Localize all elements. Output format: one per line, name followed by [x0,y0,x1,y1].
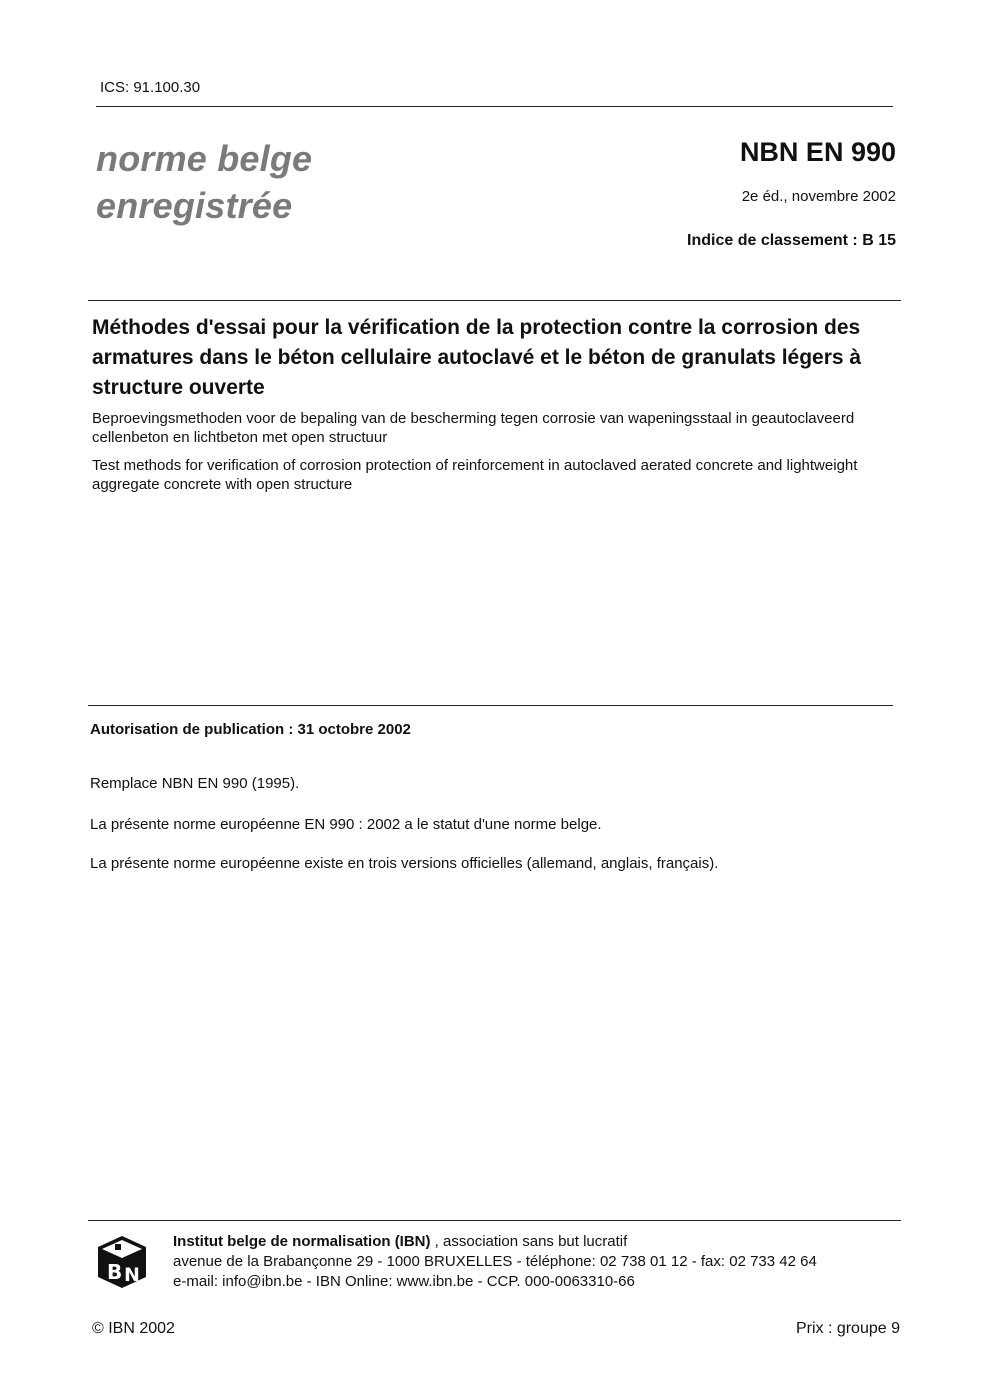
paragraph-versions: La présente norme européenne existe en trois versions officielles (allemand, anglais, français). [90,855,719,872]
edition: 2e éd., novembre 2002 [741,188,896,205]
organization-name-bold: Institut belge de normalisation (IBN) [173,1233,431,1250]
title-english: Test methods for verification of corrosion protection of reinforcement in autoclaved aerated concrete and lightweight aggregate concrete with open structure [92,457,858,493]
body-divider [88,705,893,706]
title-dutch: Beproevingsmethoden voor de bepaling van de bescherming tegen corrosie van wapeningsstaal in geautoclaveerd cellenbeton en lichtbeton met open structuur [92,410,855,446]
document-type-line2: enregistrée [96,185,293,226]
organization-suffix: , association sans but lucratif [430,1233,628,1250]
footer-divider [88,1220,901,1221]
classification-index: Indice de classement : B 15 [687,232,896,249]
ibn-logo-icon [96,1235,148,1289]
price-group: Prix : groupe 9 [795,1320,900,1337]
copyright: © IBN 2002 [92,1320,175,1337]
organization-contact: e-mail: info@ibn.be - IBN Online: www.ibn.be - CCP. 000-0063310-66 [173,1273,635,1290]
title-divider [88,300,901,301]
ics-code: ICS: 91.100.30 [100,79,201,96]
standard-number: NBN EN 990 [739,137,896,167]
title-french: Méthodes d'essai pour la vérification de la protection contre la corrosion des armatures dans le béton cellulaire autoclavé et le béton de granulats légers à structure ouverte [92,316,862,399]
svg-text:B: B [107,1260,123,1284]
organization-name [173,1232,627,1252]
paragraph-replaces: Remplace NBN EN 990 (1995). [90,775,300,792]
svg-text:N: N [124,1264,140,1286]
document-type-line1: norme belge [96,138,313,179]
publication-authorization: Autorisation de publication : 31 octobre 2002 [90,721,411,738]
paragraph-status: La présente norme européenne EN 990 : 2002 a le statut d'une norme belge. [90,816,602,833]
top-divider [96,106,893,107]
organization-address: avenue de la Brabançonne 29 - 1000 BRUXELLES - téléphone: 02 738 01 12 - fax: 02 733 42 64 [173,1253,817,1270]
